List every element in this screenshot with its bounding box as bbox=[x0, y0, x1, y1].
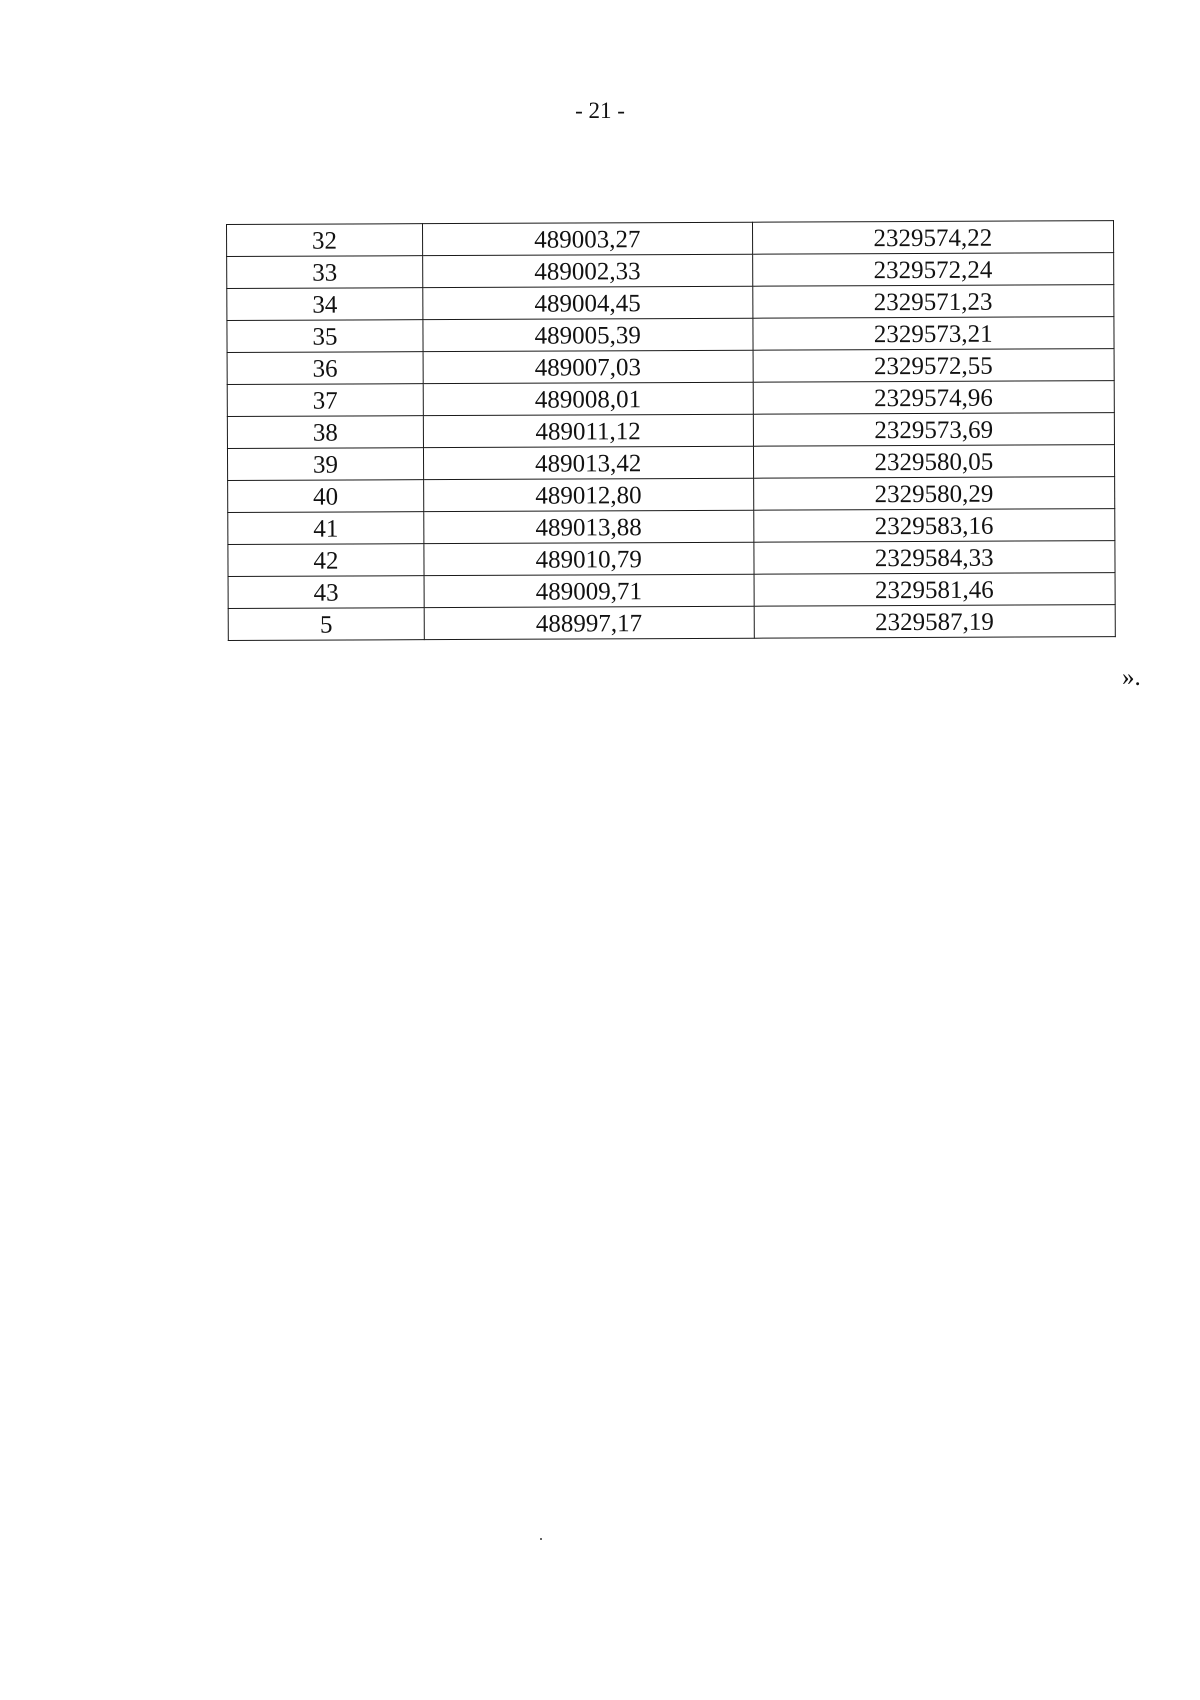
point-number-cell: 43 bbox=[228, 576, 424, 609]
x-coordinate-cell: 489013,42 bbox=[423, 446, 753, 479]
table-row bbox=[227, 317, 1114, 353]
point-number-cell: 42 bbox=[228, 544, 424, 577]
point-number-cell: 36 bbox=[227, 352, 423, 385]
x-coordinate-cell: 489007,03 bbox=[423, 350, 753, 383]
point-number-cell: 39 bbox=[227, 448, 423, 481]
table-row bbox=[228, 509, 1115, 545]
coordinates-table-body bbox=[227, 221, 1116, 641]
y-coordinate-cell: 2329574,22 bbox=[752, 221, 1114, 255]
point-number-cell: 38 bbox=[227, 416, 423, 449]
y-coordinate-cell: 2329580,05 bbox=[753, 445, 1115, 479]
point-number-cell: 41 bbox=[228, 512, 424, 545]
x-coordinate-cell: 489005,39 bbox=[423, 318, 753, 351]
point-number-cell: 37 bbox=[227, 384, 423, 417]
x-coordinate-cell: 489004,45 bbox=[423, 286, 753, 319]
y-coordinate-cell: 2329581,46 bbox=[754, 573, 1116, 607]
y-coordinate-cell: 2329584,33 bbox=[753, 541, 1115, 575]
table-row bbox=[228, 477, 1115, 513]
y-coordinate-cell: 2329583,16 bbox=[753, 509, 1115, 543]
y-coordinate-cell: 2329573,21 bbox=[752, 317, 1114, 351]
x-coordinate-cell: 489012,80 bbox=[424, 478, 754, 511]
x-coordinate-cell: 488997,17 bbox=[424, 606, 754, 639]
coordinates-table bbox=[226, 220, 1116, 641]
x-coordinate-cell: 489003,27 bbox=[422, 222, 752, 255]
y-coordinate-cell: 2329572,24 bbox=[752, 253, 1114, 287]
y-coordinate-cell: 2329571,23 bbox=[752, 285, 1114, 319]
table-row bbox=[227, 381, 1114, 417]
point-number-cell: 40 bbox=[228, 480, 424, 513]
table-row bbox=[227, 253, 1114, 289]
x-coordinate-cell: 489002,33 bbox=[423, 254, 753, 287]
x-coordinate-cell: 489013,88 bbox=[424, 510, 754, 543]
x-coordinate-cell: 489008,01 bbox=[423, 382, 753, 415]
point-number-cell: 33 bbox=[227, 256, 423, 289]
table-row bbox=[227, 445, 1114, 481]
point-number-cell: 5 bbox=[228, 608, 424, 641]
y-coordinate-cell: 2329573,69 bbox=[753, 413, 1115, 447]
x-coordinate-cell: 489011,12 bbox=[423, 414, 753, 447]
point-number-cell: 34 bbox=[227, 288, 423, 321]
point-number-cell: 32 bbox=[227, 224, 423, 257]
table-row bbox=[227, 349, 1114, 385]
page-number: - 21 - bbox=[575, 98, 625, 123]
x-coordinate-cell: 489010,79 bbox=[424, 542, 754, 575]
table-row bbox=[228, 573, 1115, 609]
table-row bbox=[228, 605, 1115, 641]
table-row bbox=[228, 541, 1115, 577]
x-coordinate-cell: 489009,71 bbox=[424, 574, 754, 607]
y-coordinate-cell: 2329574,96 bbox=[753, 381, 1115, 415]
stray-dot bbox=[540, 1538, 542, 1540]
point-number-cell: 35 bbox=[227, 320, 423, 353]
table-row bbox=[227, 413, 1114, 449]
closing-quote: ». bbox=[1122, 664, 1141, 691]
table-row bbox=[227, 221, 1114, 257]
y-coordinate-cell: 2329572,55 bbox=[753, 349, 1115, 383]
table-row bbox=[227, 285, 1114, 321]
y-coordinate-cell: 2329587,19 bbox=[754, 605, 1116, 639]
y-coordinate-cell: 2329580,29 bbox=[753, 477, 1115, 511]
